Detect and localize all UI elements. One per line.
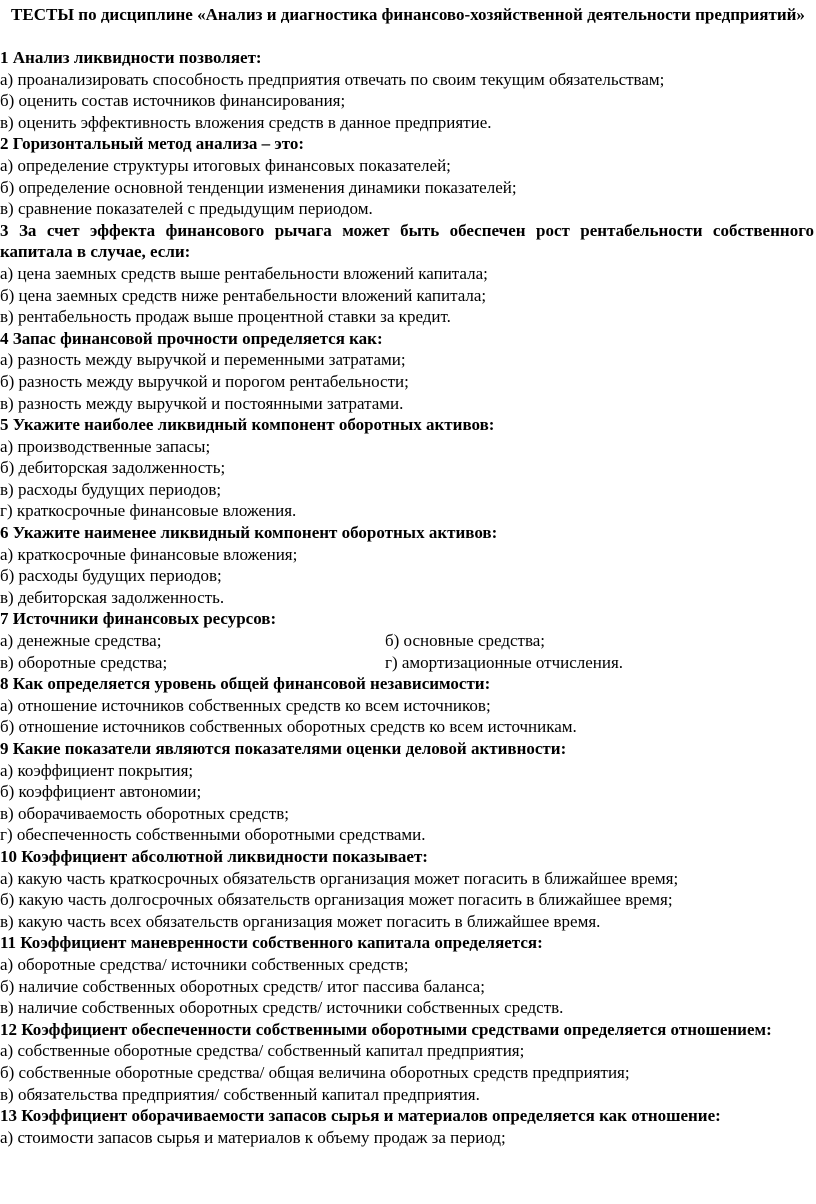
answer-row-7-1 <box>0 630 816 652</box>
answer-5b: б) дебиторская задолженность; <box>0 458 226 478</box>
answer-9a: а) коэффициент покрытия; <box>0 760 194 780</box>
document-title: ТЕСТЫ по дисциплине «Анализ и диагностика финансово-хозяйственной деятельности предприятий» <box>11 5 805 24</box>
answer-12b: б) собственные оборотные средства/ общая величина оборотных средств предприятия; <box>0 1062 630 1082</box>
answer-13a: а) стоимости запасов сырья и материалов к объему продаж за период; <box>0 1127 506 1147</box>
answer-2a: а) определение структуры итоговых финансовых показателей; <box>0 155 451 175</box>
answer-3c: в) рентабельность продаж выше процентной ставки за кредит. <box>0 307 451 327</box>
answer-4a: а) разность между выручкой и переменными затратами; <box>0 350 406 370</box>
answer-3b: б) цена заемных средств ниже рентабельности вложений капитала; <box>0 285 487 305</box>
answer-9d: г) обеспеченность собственными оборотными средствами. <box>0 825 426 845</box>
question-10: 10 Коэффициент абсолютной ликвидности показывает: <box>0 846 428 866</box>
answer-5a: а) производственные запасы; <box>0 436 211 456</box>
answer-7c: в) оборотные средства; <box>0 652 168 672</box>
answer-6c: в) дебиторская задолженность. <box>0 587 225 607</box>
answer-4c: в) разность между выручкой и постоянными затратами. <box>0 393 404 413</box>
answer-12c: в) обязательства предприятия/ собственный капитал предприятия. <box>0 1084 480 1104</box>
answer-9c: в) оборачиваемость оборотных средств; <box>0 803 290 823</box>
answer-12a: а) собственные оборотные средства/ собственный капитал предприятия; <box>0 1041 525 1061</box>
answer-10b: б) какую часть долгосрочных обязательств организация может погасить в ближайшее время; <box>0 890 673 910</box>
question-8: 8 Как определяется уровень общей финансовой независимости: <box>0 674 491 694</box>
answer-3a: а) цена заемных средств выше рентабельности вложений капитала; <box>0 263 488 283</box>
answer-7b: б) основные средства; <box>385 631 546 651</box>
answer-11a: а) оборотные средства/ источники собственных средств; <box>0 954 409 974</box>
answer-2b: б) определение основной тенденции изменения динамики показателей; <box>0 177 517 197</box>
question-7: 7 Источники финансовых ресурсов: <box>0 609 277 629</box>
answer-1c: в) оценить эффективность вложения средств в данное предприятие. <box>0 112 492 132</box>
answer-7a: а) денежные средства; <box>0 631 162 651</box>
question-12: 12 Коэффициент обеспеченности собственными оборотными средствами определяется отношением: <box>0 1019 772 1039</box>
answer-7d: г) амортизационные отчисления. <box>385 652 624 672</box>
question-5: 5 Укажите наиболее ликвидный компонент оборотных активов: <box>0 415 495 435</box>
question-4: 4 Запас финансовой прочности определяется как: <box>0 328 383 348</box>
answer-10a: а) какую часть краткосрочных обязательств организация может погасить в ближайшее время; <box>0 868 679 888</box>
answer-5d: г) краткосрочные финансовые вложения. <box>0 501 297 521</box>
question-11: 11 Коэффициент маневренности собственного капитала определяется: <box>0 933 543 953</box>
answer-2c: в) сравнение показателей с предыдущим периодом. <box>0 199 373 219</box>
answer-5c: в) расходы будущих периодов; <box>0 479 222 499</box>
question-1: 1 Анализ ликвидности позволяет: <box>0 48 262 67</box>
answer-row-7-2 <box>0 652 816 674</box>
answer-1b: б) оценить состав источников финансирования; <box>0 91 346 111</box>
answer-8a: а) отношение источников собственных средств ко всем источников; <box>0 695 491 715</box>
answer-9b: б) коэффициент автономии; <box>0 782 202 802</box>
answer-4b: б) разность между выручкой и порогом рентабельности; <box>0 371 409 391</box>
answer-10c: в) какую часть всех обязательств организация может погасить в ближайшее время. <box>0 911 601 931</box>
question-13: 13 Коэффициент оборачиваемости запасов сырья и материалов определяется как отношение: <box>0 1106 721 1126</box>
question-6: 6 Укажите наименее ликвидный компонент оборотных активов: <box>0 523 498 543</box>
question-3: 3 За счет эффекта финансового рычага может быть обеспечен рост рентабельности собственного капитала в случае, если: <box>0 220 814 262</box>
answer-6b: б) расходы будущих периодов; <box>0 566 222 586</box>
answer-11c: в) наличие собственных оборотных средств/ источники собственных средств. <box>0 998 564 1018</box>
answer-8b: б) отношение источников собственных оборотных средств ко всем источникам. <box>0 717 577 737</box>
question-2: 2 Горизонтальный метод анализа – это: <box>0 134 305 154</box>
answer-6a: а) краткосрочные финансовые вложения; <box>0 544 298 564</box>
answer-1a: а) проанализировать способность предприятия отвечать по своим текущим обязательствам; <box>0 69 665 89</box>
answer-11b: б) наличие собственных оборотных средств/ итог пассива баланса; <box>0 976 485 996</box>
question-9: 9 Какие показатели являются показателями оценки деловой активности: <box>0 739 567 758</box>
